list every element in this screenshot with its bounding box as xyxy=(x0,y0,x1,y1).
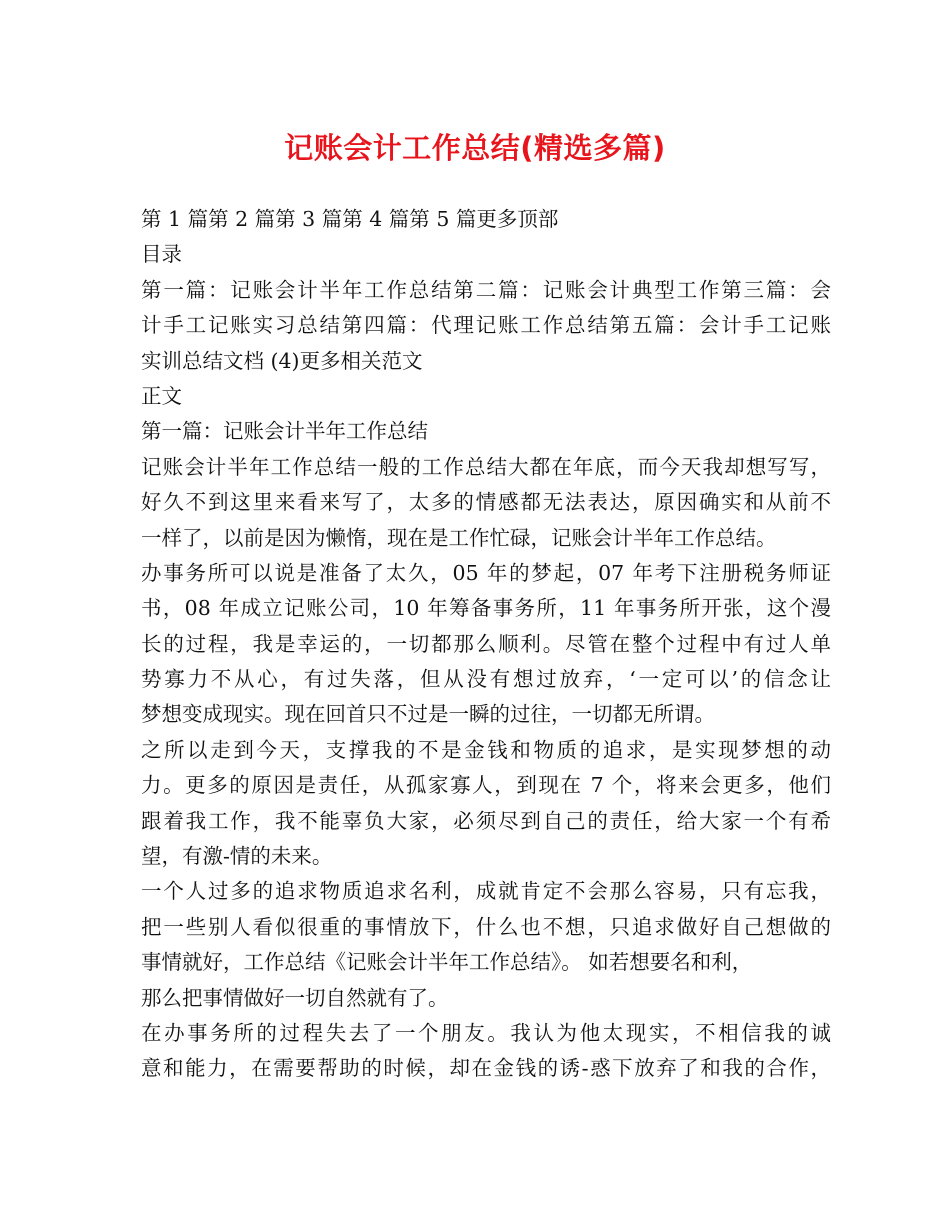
document-title: 记账会计工作总结(精选多篇) xyxy=(284,131,666,165)
section-heading: 第一篇：记账会计半年工作总结 xyxy=(141,419,428,444)
paragraph-line: 好久不到这里来看来写了，太多的情感都无法表达，原因确实和从前不 xyxy=(141,490,831,515)
paragraph-line: 跟着我工作，我不能辜负大家，必须尽到自己的责任，给大家一个有希 xyxy=(141,808,831,833)
paragraph-line: 长的过程，我是幸运的，一切都那么顺利。尽管在整个过程中有过人单 xyxy=(141,631,831,656)
paragraph-line: 一个人过多的追求物质追求名利，成就肯定不会那么容易，只有忘我， xyxy=(141,879,831,904)
body-heading: 正文 xyxy=(141,383,182,408)
paragraph-line: 之所以走到今天，支撑我的不是金钱和物质的追求，是实现梦想的动 xyxy=(141,737,831,762)
paragraph-line: 一样了，以前是因为懒惰，现在是工作忙碌，记账会计半年工作总结。 xyxy=(141,525,777,550)
paragraph-line: 把一些别人看似很重的事情放下，什么也不想，只追求做好自己想做的 xyxy=(141,914,831,939)
toc-line: 计手工记账实习总结第四篇：代理记账工作总结第五篇：会计手工记账 xyxy=(141,313,831,338)
paragraph-line: 在办事务所的过程失去了一个朋友。我认为他太现实，不相信我的诚 xyxy=(141,1020,831,1045)
paragraph-line: 书，08 年成立记账公司，10 年筹备事务所，11 年事务所开张，这个漫 xyxy=(141,596,831,621)
paragraph-line: 望，有激-情的未来。 xyxy=(141,844,333,869)
paragraph-line: 事情就好，工作总结《记账会计半年工作总结》。 如若想要名和利， xyxy=(141,950,753,975)
paragraph-line: 办事务所可以说是准备了太久，05 年的梦起，07 年考下注册税务师证 xyxy=(141,560,831,585)
document-body xyxy=(141,202,831,1087)
paragraph-line: 力。更多的原因是责任，从孤家寡人，到现在 7 个，将来会更多，他们 xyxy=(141,773,831,798)
paragraph-line: 意和能力，在需要帮助的时候，却在金钱的诱-惑下放弃了和我的合作， xyxy=(141,1056,831,1081)
toc-heading: 目录 xyxy=(141,242,182,267)
paragraph-line: 势寡力不从心，有过失落，但从没有想过放弃，‘一定可以’的信念让 xyxy=(141,667,831,692)
paragraph-line: 梦想变成现实。现在回首只不过是一瞬的过往，一切都无所谓。 xyxy=(141,702,715,727)
paragraph-line: 那么把事情做好一切自然就有了。 xyxy=(141,985,449,1010)
paragraph-line: 记账会计半年工作总结一般的工作总结大都在年底，而今天我却想写写， xyxy=(141,454,831,479)
section-nav-line: 第 1 篇第 2 篇第 3 篇第 4 篇第 5 篇更多顶部 xyxy=(141,207,559,231)
toc-line: 第一篇：记账会计半年工作总结第二篇：记账会计典型工作第三篇：会 xyxy=(141,277,831,302)
toc-line: 实训总结文档 (4)更多相关范文 xyxy=(141,348,423,373)
